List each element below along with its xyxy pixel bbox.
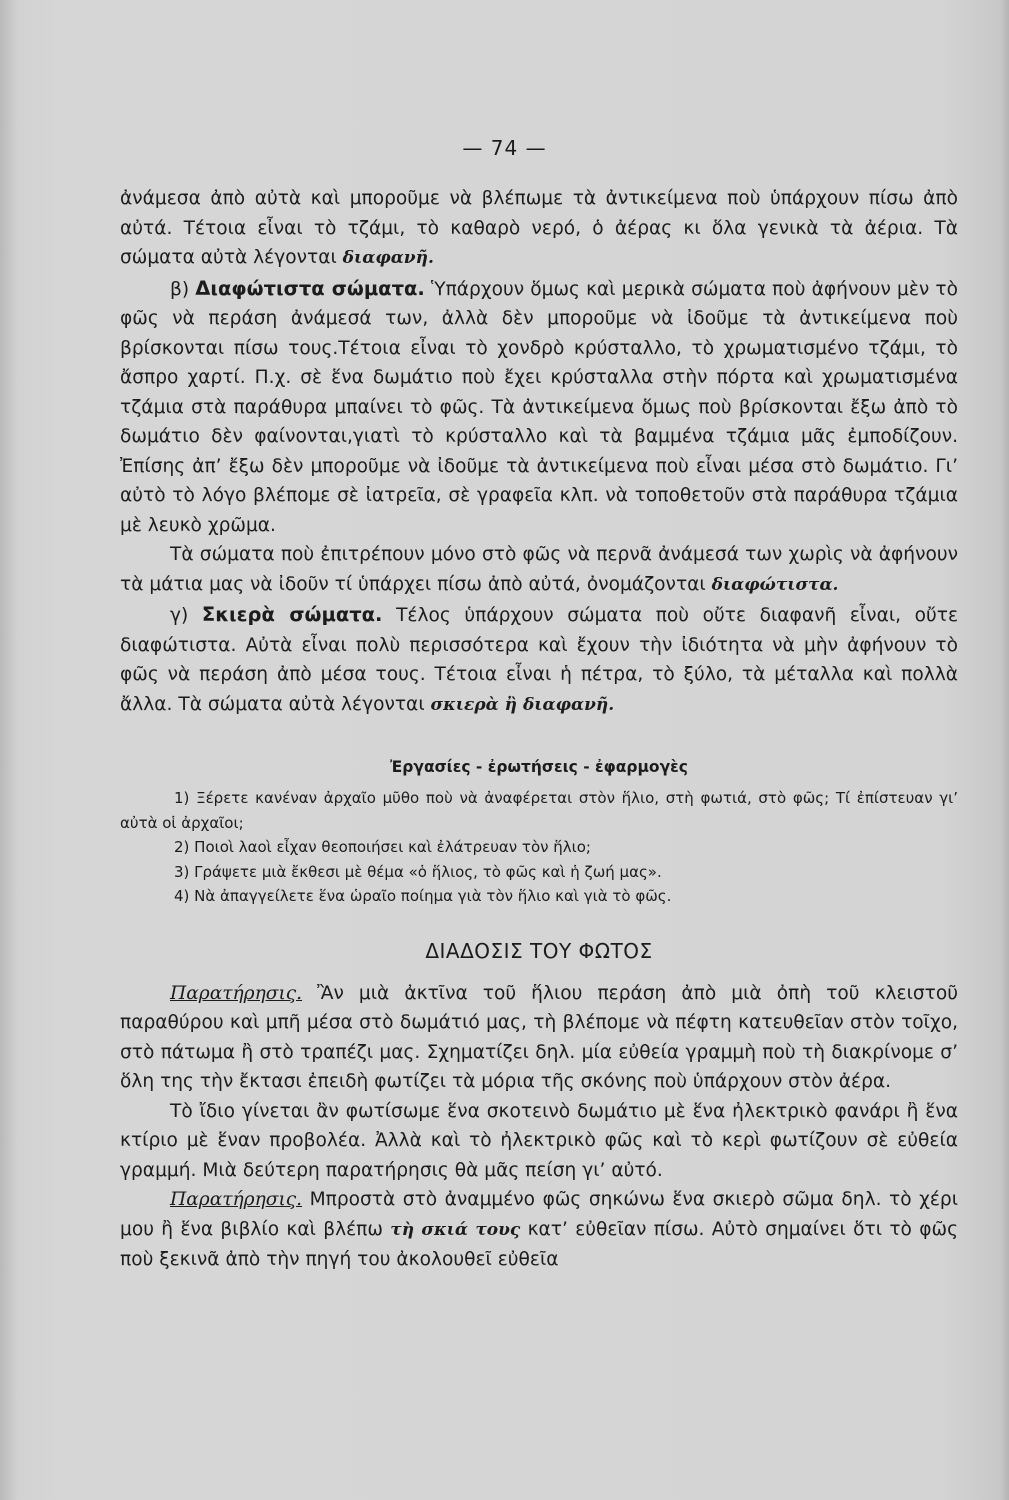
- question-item: 3) Γράψετε μιὰ ἔκθεσι μὲ θέμα «ὁ ἥλιος, τὸ φῶς καὶ ἡ ζωή μας».: [174, 862, 662, 881]
- paragraph-transparent-bodies: [120, 184, 958, 274]
- observation-text: κατ’ εὐθεῖαν πίσω. Αὐτὸ σημαίνει ὅτι τὸ φῶς ποὺ ξεκινᾶ ἀπὸ τὴν πηγή του ἀκολουθεῖ εὐθεῖα: [120, 1218, 958, 1270]
- section-label: β): [170, 278, 190, 300]
- paragraph-text: Τὰ σώματα ποὺ ἐπιτρέπουν μόνο στὸ φῶς νὰ περνᾶ ἀνάμεσά των χωρὶς νὰ ἀφήνουν τὰ μάτια μας νὰ ἰδοῦν τί ὑπάρχει πίσω ἀπὸ αὐτά, ὀνομάζονται: [120, 544, 958, 595]
- section-heading-opaque: Σκιερὰ σώματα.: [201, 603, 383, 626]
- observation-1: [120, 979, 958, 1097]
- section-label: γ): [170, 605, 189, 626]
- observation-2: [120, 1185, 958, 1275]
- question-item: 2) Ποιοὶ λαοὶ εἶχαν θεοποιήσει καὶ ἐλάτρευαν τὸν ἥλιο;: [174, 838, 591, 856]
- observation-label: Παρατήρησις.: [170, 1189, 303, 1210]
- section-text: Τέλος ὑπάρχουν σώματα ποὺ οὔτε διαφανῆ εἶναι, οὔτε διαφώτιστα. Αὐτὰ εἶναι πολὺ περισσότερα καὶ ἔχουν τὴν ἰδιότητα νὰ μὴν ἀφήνουν τὸ φῶς νὰ περάση ἀπὸ μέσα τους. Τέτοια εἶναι ἡ πέτρα, τὸ ξύλο, τὰ μέταλλα καὶ πολλὰ ἄλλα. Τὰ σώματα αὐτὰ λέγονται: [120, 605, 959, 715]
- term-translucent: διαφώτιστα.: [711, 574, 839, 595]
- section-heading-translucent: Διαφώτιστα σώματα.: [195, 276, 425, 300]
- observation-label: Παρατήρησις.: [170, 982, 303, 1004]
- paragraph-text: ἀνάμεσα ἀπὸ αὐτὰ καὶ μποροῦμε νὰ βλέπωμε τὰ ἀντικείμενα ποὺ ὑπάρχουν πίσω ἀπὸ αὐτά. Τέτοια εἶναι τὸ τζάμι, τὸ καθαρὸ νερό, ὁ ἀέρας κι ὅλα γενικὰ τὰ ἀέρια. Τὰ σώματα αὐτὰ λέγονται: [120, 188, 958, 268]
- question-item: 1) Ξέρετε κανέναν ἀρχαῖο μῦθο ποὺ νὰ ἀναφέρεται στὸν ἥλιο, στὴ φωτιά, στὸ φῶς; Τί ἐπίστευαν γι’ αὐτὰ οἱ ἀρχαῖοι;: [120, 789, 958, 832]
- page-number: — 74 —: [462, 136, 547, 160]
- exercises-heading: Ἐργασίες - ἐρωτήσεις - ἐφαρμογὲς: [390, 758, 688, 776]
- section-text: Ὑπάρχουν ὅμως καὶ μερικὰ σώματα ποὺ ἀφήνουν μὲν τὸ φῶς νὰ περάση ἀνάμεσά των, ἀλλὰ δὲν μποροῦμε νὰ ἰδοῦμε τὰ ἀντικείμενα ποὺ βρίσκονται πίσω τους.Τέτοια εἶναι τὸ χονδρὸ κρύσταλλο, τὸ χρωματισμένο τζάμι, τὸ ἄσπρο χαρτί. Π.χ. σὲ ἕνα δωμάτιο ποὺ ἔχει κρύσταλλα στὴν πόρτα καὶ χρωματισμένα τζάμια στὰ παράθυρα μπαίνει τὸ φῶς. Τὰ ἀντικείμενα ὅμως ποὺ βρίσκονται ἔξω ἀπὸ τὸ δωμάτιο δὲν φαίνονται,γιατὶ τὸ κρύσταλλο καὶ τὰ βαμμένα τζάμια μᾶς ἐμποδίζουν. Ἐπίσης ἀπ’ ἔξω δὲν μποροῦμε νὰ ἰδοῦμε τὰ ἀντικείμενα ποὺ εἶναι μέσα στὸ δωμάτιο. Γι’ αὐτὸ τὸ λόγο βλέπομε σὲ ἰατρεῖα, σὲ γραφεῖα κλπ. νὰ τοποθετοῦν στὰ παράθυρα τζάμια μὲ λευκὸ χρῶμα.: [120, 278, 959, 536]
- term-shadow: τὴ σκιά τους: [390, 1219, 521, 1240]
- term-opaque: σκιερὰ ἢ διαφανῆ.: [430, 694, 615, 715]
- observation-text: Μπροστὰ στὸ ἀναμμένο φῶς σηκώνω ἕνα σκιερὸ σῶμα δηλ. τὸ χέρι μου ἢ ἕνα βιβλίο καὶ βλέπω: [120, 1189, 958, 1240]
- observation-1-continued: Τὸ ἴδιο γίνεται ἂν φωτίσωμε ἕνα σκοτεινὸ δωμάτιο μὲ ἕνα ἠλεκτρικὸ φανάρι ἢ ἕνα κτίριο μὲ ἕναν προβολέα. Ἀλλὰ καὶ τὸ ἠλεκτρικὸ φῶς καὶ τὸ κερὶ φωτίζουν σὲ εὐθεία γραμμή. Μιὰ δεύτερη παρατήρησις θὰ μᾶς πείση γι’ αὐτό.: [120, 1100, 958, 1181]
- paragraph-translucent-summary: [120, 540, 958, 600]
- term-transparent: διαφανῆ.: [342, 248, 434, 268]
- section-opaque-bodies: [120, 600, 958, 720]
- observation-text: Ἂν μιὰ ἀκτῖνα τοῦ ἥλιου περάση ἀπὸ μιὰ ὀπὴ τοῦ κλειστοῦ παραθύρου καὶ μπῆ μέσα στὸ δωμάτιό μας, τὴ βλέπομε νὰ πέφτη κατευθεῖαν στὸν τοῖχο, στὸ πάτωμα ἢ στὸ τραπέζι μας. Σχηματίζει δηλ. μία εὐθεία γραμμὴ ποὺ τὴ διακρίνομε σ’ ὅλη της τὴν ἔκτασι ἐπειδὴ φωτίζει τὰ μόρια τῆς σκόνης ποὺ ὑπάρχουν στὸν ἀέρα.: [120, 982, 958, 1092]
- section-translucent-bodies: [120, 274, 958, 541]
- question-item: 4) Νὰ ἀπαγγείλετε ἕνα ὡραῖο ποίημα γιὰ τὸν ἥλιο καὶ γιὰ τὸ φῶς.: [174, 887, 672, 905]
- section-title-light-propagation: ΔΙΑΔΟΣΙΣ ΤΟΥ ΦΩΤΟΣ: [425, 938, 653, 963]
- text-body: [120, 128, 958, 1275]
